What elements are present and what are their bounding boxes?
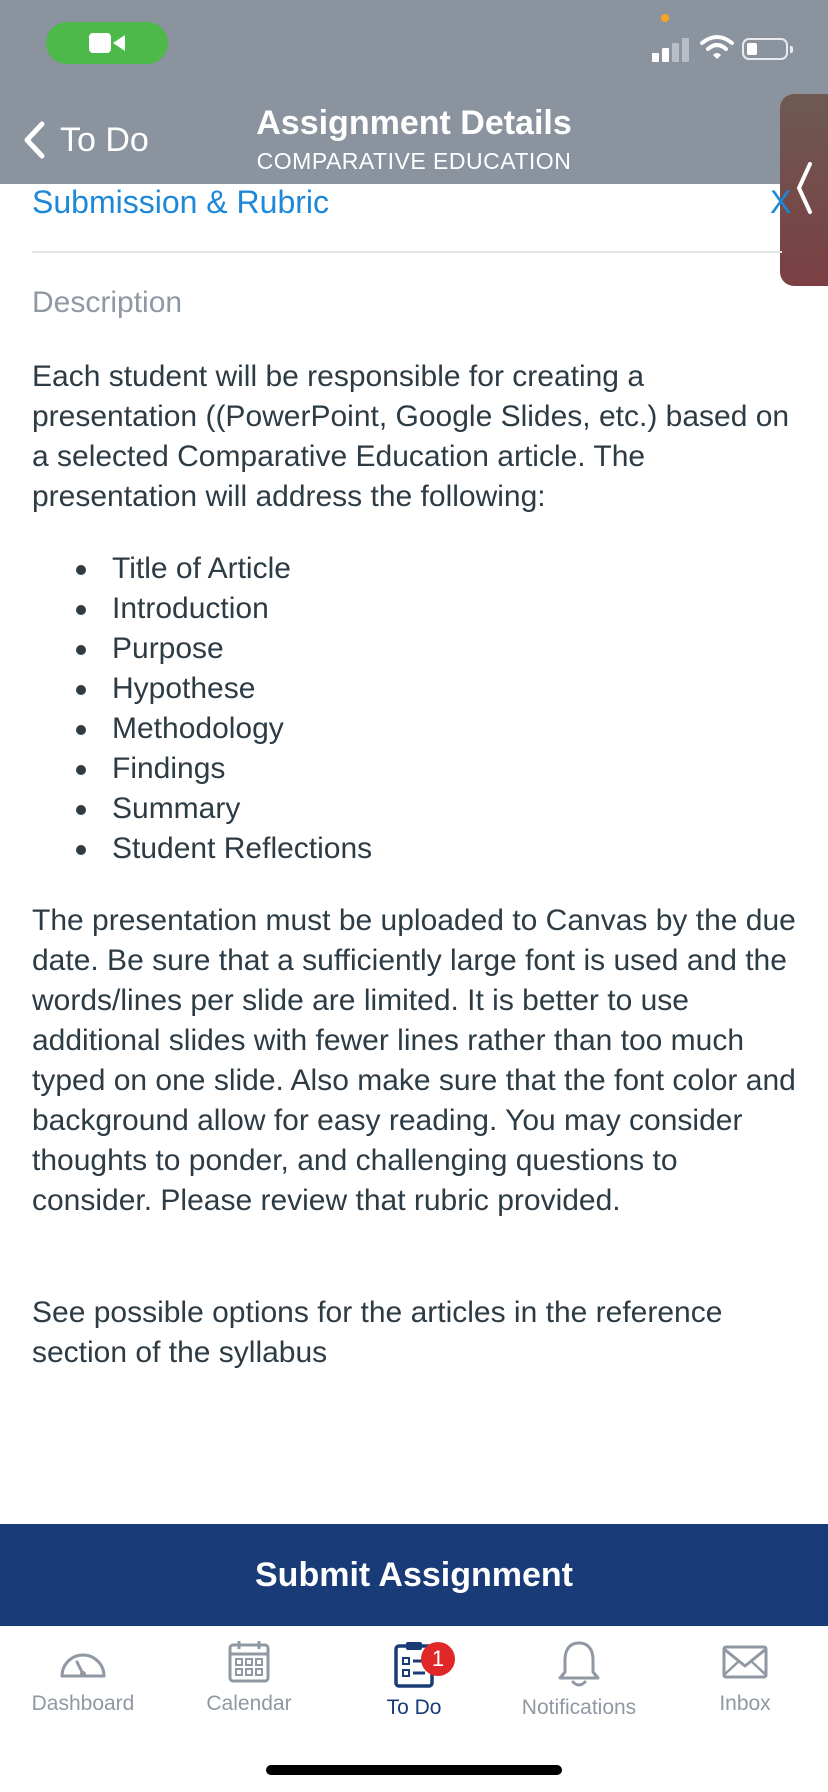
description-body: The presentation must be uploaded to Canvas by the due date. Be sure that a sufficiently large font is used and the words/lines per slide are limited. It is better to use additional slides with fewer lines rather than too much typed on one slide. Also make sure that the font color and background allow for easy reading. You may consider thoughts to ponder, and challenging questions to consider. Please review that rubric provided. xyxy=(32,904,796,1217)
chevron-left-icon xyxy=(794,160,814,216)
tab-notifications[interactable] xyxy=(496,1640,662,1720)
list-item: Student Reflections xyxy=(32,829,372,869)
submission-rubric-link[interactable]: Submission & Rubric xyxy=(32,184,329,220)
calendar-icon xyxy=(227,1640,271,1684)
divider xyxy=(32,251,782,253)
tab-label: Notifications xyxy=(521,1696,637,1719)
bell-icon xyxy=(556,1640,602,1688)
home-indicator[interactable] xyxy=(266,1765,562,1775)
tab-todo[interactable] xyxy=(331,1640,497,1720)
tab-dashboard[interactable] xyxy=(0,1640,166,1716)
nav-header xyxy=(0,0,828,184)
wifi-icon xyxy=(700,34,734,60)
video-camera-icon xyxy=(89,33,111,53)
tab-inbox[interactable] xyxy=(662,1640,828,1716)
description-intro: Each student will be responsible for creating a presentation ((PowerPoint, Google Slides, etc.) based on a selected Comparative Education article. The presentation will address the following: xyxy=(32,360,790,513)
battery-icon xyxy=(742,38,788,60)
list-item: Methodology xyxy=(32,709,372,749)
course-subtitle: COMPARATIVE EDUCATION xyxy=(256,148,572,174)
envelope-icon xyxy=(721,1640,769,1684)
list-item: Findings xyxy=(32,749,372,789)
dashboard-gauge-icon xyxy=(58,1640,108,1684)
tab-calendar[interactable] xyxy=(166,1640,332,1716)
submit-assignment-button[interactable]: Submit Assignment xyxy=(0,1524,828,1626)
description-footer: See possible options for the articles in the reference section of the syllabus xyxy=(32,1296,723,1369)
description-heading: Description xyxy=(32,286,183,319)
requirements-list xyxy=(32,549,372,869)
list-item: Summary xyxy=(32,789,372,829)
privacy-indicator-dot xyxy=(661,14,669,22)
todo-count-badge: 1 xyxy=(421,1642,455,1676)
back-label: To Do xyxy=(60,120,149,159)
list-item: Title of Article xyxy=(32,549,372,589)
tab-label: Dashboard xyxy=(31,1692,135,1715)
cellular-signal-icon xyxy=(652,36,692,62)
close-icon[interactable]: X xyxy=(770,184,792,220)
list-item: Hypothese xyxy=(32,669,372,709)
tab-label: Inbox xyxy=(719,1692,771,1715)
list-item: Introduction xyxy=(32,589,372,629)
facetime-indicator[interactable] xyxy=(46,22,168,64)
list-item: Purpose xyxy=(32,629,372,669)
page-title: Assignment Details xyxy=(256,104,572,142)
tab-label: To Do xyxy=(386,1696,442,1719)
tab-label: Calendar xyxy=(206,1692,292,1715)
